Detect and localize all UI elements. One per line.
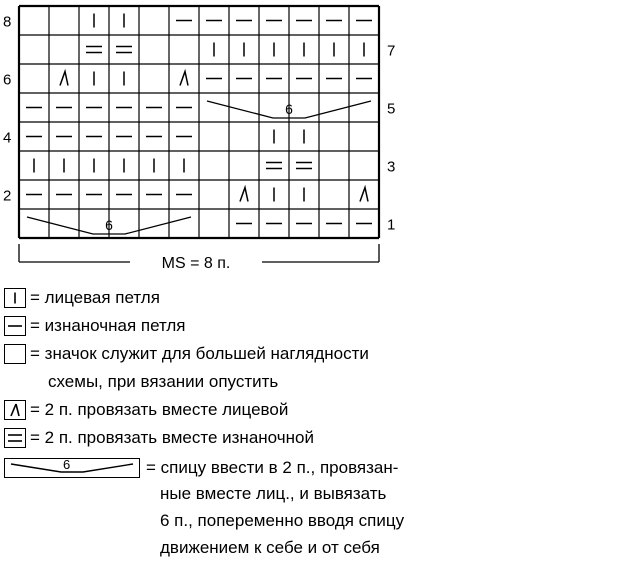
row-number-left: 4 [3,129,12,147]
legend-empty [0,342,640,366]
legend-cross-text-1: = спицу ввести в 2 п., провязан- [146,458,399,477]
cross-row-1-label: 6 [105,217,113,233]
repeat-label: MS = 8 п. [161,255,231,272]
empty-cell-icon [4,344,26,364]
row-number-right: 5 [387,100,396,118]
row-number-left: 8 [3,13,12,31]
legend-p2tog [0,426,640,450]
p2tog-icon [4,428,26,448]
legend-k2tog [0,398,640,422]
k2tog-stitch [360,188,368,202]
legend-cross-text-4: движением к себе и от себя [160,538,380,557]
k2tog-stitch [60,72,68,86]
legend-cross-text-2: ные вместе лиц., и вывязать [160,484,387,503]
legend-cross [0,456,640,480]
cross-symbol-number: 6 [63,457,71,472]
legend-empty-text-2: схемы, при вязании опустить [48,372,279,391]
legend-purl-text: = изнаночная петля [30,316,186,335]
legend-cross-text-3: 6 п., попеременно вводя спицу [160,511,405,530]
row-number-right: 7 [387,42,396,60]
row-number-right: 1 [387,216,396,234]
legend-purl [0,314,640,338]
purl-stitch-icon [4,316,26,336]
row-number-left: 6 [3,71,12,89]
cross-stitch-icon [4,458,140,478]
legend-k2tog-text: = 2 п. провязать вместе лицевой [30,400,289,419]
k2tog-stitch [240,188,248,202]
k2tog-stitch [180,72,188,86]
row-number-right: 3 [387,158,396,176]
legend-knit [0,286,640,310]
cross-row-5-label: 6 [285,101,293,117]
legend-knit-text: = лицевая петля [30,288,160,307]
knit-stitch-icon [4,288,26,308]
k2tog-icon [4,400,26,420]
legend-empty-text-1: = значок служит для большей наглядности [30,344,369,363]
legend-p2tog-text: = 2 п. провязать вместе изнаночной [30,428,314,447]
row-number-left: 2 [3,187,12,205]
